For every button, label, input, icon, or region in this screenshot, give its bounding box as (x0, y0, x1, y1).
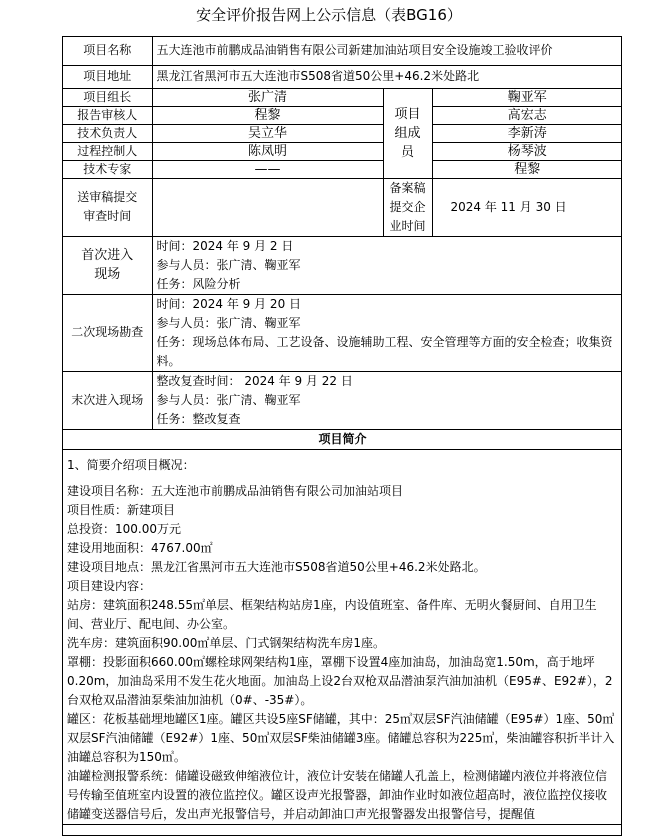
row-project-address (63, 65, 622, 88)
tech-lead-label: 技术负责人 (63, 124, 152, 142)
project-address-value: 黑龙江省黑河市五大连池市S508省道50公里+46.2米处路北 (152, 65, 622, 88)
visit-second-time: 时间：2024 年 9 月 20 日 (156, 296, 302, 311)
summary-line: 建设项目地点：黑龙江省黑河市五大连池市S508省道50公里+46.2米处路北。 (67, 559, 486, 574)
summary-line: 建设项目名称：五大连池市前鹏成品油销售有限公司加油站项目 (67, 483, 404, 498)
row-reviewer (63, 106, 622, 124)
project-name-label: 项目名称 (63, 37, 152, 65)
visit-second-people: 参与人员：张广清、鞠亚军 (156, 315, 301, 330)
summary-line: 油罐检测报警系统：储罐设磁致伸缩液位计，液位计安装在储罐人孔盖上，检测储罐内液位并将液位信号传输至值班室内设置的液位监控仪。罐区设声光报警器，卸油作业时如液位超高时，液位监控仪接收储罐变送器信号后，发出声光报警信号，并启动卸油口声光报警器发出报警信号，提醒值 (67, 768, 608, 821)
reviewer-value: 程黎 (152, 106, 383, 124)
row-tech-expert (63, 160, 622, 178)
team-member-3: 李新涛 (432, 124, 622, 142)
filing-label: 备案稿提交企业时间 (383, 178, 432, 236)
summary-line: 罩棚：投影面积660.00㎡螺栓球网架结构1座，罩棚下设置4座加油岛，加油岛宽1.50m，高于地坪0.20m，加油岛采用不发生花火地面。加油岛上设2台双枪双品潜油泵汽油加油机（E95#、E92#），2台双枪双品潜油泵柴油加油机（0#、-35#）。 (67, 654, 613, 707)
submission-value (152, 178, 383, 236)
summary-line: 罐区：花板基础埋地罐区1座。罐区共设5座SF储罐，其中：25㎥双层SF汽油储罐（E95#）1座、50㎥双层SF汽油储罐（E92#）1座、50㎥双层SF柴油储罐3座。储罐总容积为225㎥，柴油罐容积折半计入油罐总容积为150㎥。 (67, 711, 615, 764)
process-controller-label: 过程控制人 (63, 142, 152, 160)
visit-first-people: 参与人员：张广清、鞠亚军 (156, 257, 301, 272)
row-visit-second (63, 294, 622, 371)
tech-expert-value: —— (152, 160, 383, 178)
row-visit-last (63, 371, 622, 429)
visit-first-task: 任务：风险分析 (156, 276, 241, 291)
row-team-leader (63, 88, 622, 106)
team-leader-label: 项目组长 (63, 88, 152, 106)
visit-first-detail (152, 236, 622, 294)
filing-value: 2024 年 11 月 30 日 (432, 178, 622, 236)
team-leader-value: 张广清 (152, 88, 383, 106)
summary-line: 项目建设内容： (67, 578, 152, 593)
summary-header: 项目简介 (63, 429, 622, 449)
visit-first-label: 首次进入现场 (63, 236, 152, 294)
visit-second-task: 任务：现场总体布局、工艺设备、设施辅助工程、安全管理等方面的安全检查；收集资料。 (156, 334, 613, 368)
project-name-value: 五大连池市前鹏成品油销售有限公司新建加油站项目安全设施竣工验收评价 (152, 37, 622, 65)
page-title: 安全评价报告网上公示信息（表BG16） (196, 6, 462, 24)
summary-line: 总投资：100.00万元 (67, 521, 181, 536)
summary-line: 洗车房：建筑面积90.00㎡单层、门式钢架结构洗车房1座。 (67, 635, 385, 650)
info-table (63, 37, 622, 825)
team-member-1: 鞠亚军 (432, 88, 622, 106)
row-summary-header (63, 429, 622, 449)
visit-last-time: 整改复查时间： 2024 年 9 月 22 日 (156, 373, 353, 388)
visit-last-task: 任务：整改复查 (156, 411, 241, 426)
summary-line: 项目性质：新建项目 (67, 502, 176, 517)
visit-second-detail (152, 294, 622, 371)
submission-label: 送审稿提交审查时间 (63, 178, 152, 236)
info-table-frame (62, 36, 622, 836)
summary-line: 站房：建筑面积248.55㎡单层、框架结构站房1座，内设值班室、备件库、无明火餐厨间、自用卫生间、营业厅、配电间、办公室。 (67, 597, 597, 631)
summary-heading: 1、简要介绍项目概况： (67, 457, 195, 472)
row-process-controller (63, 142, 622, 160)
visit-first-time: 时间：2024 年 9 月 2 日 (156, 238, 294, 253)
row-tech-lead (63, 124, 622, 142)
summary-body (63, 449, 622, 824)
tech-expert-label: 技术专家 (63, 160, 152, 178)
team-member-5: 程黎 (432, 160, 622, 178)
team-member-4: 杨琴波 (432, 142, 622, 160)
summary-line: 建设用地面积：4767.00㎡ (67, 540, 213, 555)
tech-lead-value: 吴立华 (152, 124, 383, 142)
visit-second-label: 二次现场勘查 (63, 294, 152, 371)
row-visit-first (63, 236, 622, 294)
project-address-label: 项目地址 (63, 65, 152, 88)
row-project-name (63, 37, 622, 65)
team-members-label: 项目组成员 (383, 88, 432, 178)
reviewer-label: 报告审核人 (63, 106, 152, 124)
team-member-2: 高宏志 (432, 106, 622, 124)
visit-last-detail (152, 371, 622, 429)
visit-last-people: 参与人员：张广清、鞠亚军 (156, 392, 301, 407)
visit-last-label: 末次进入现场 (63, 371, 152, 429)
row-submission (63, 178, 622, 236)
process-controller-value: 陈凤明 (152, 142, 383, 160)
row-summary (63, 449, 622, 824)
